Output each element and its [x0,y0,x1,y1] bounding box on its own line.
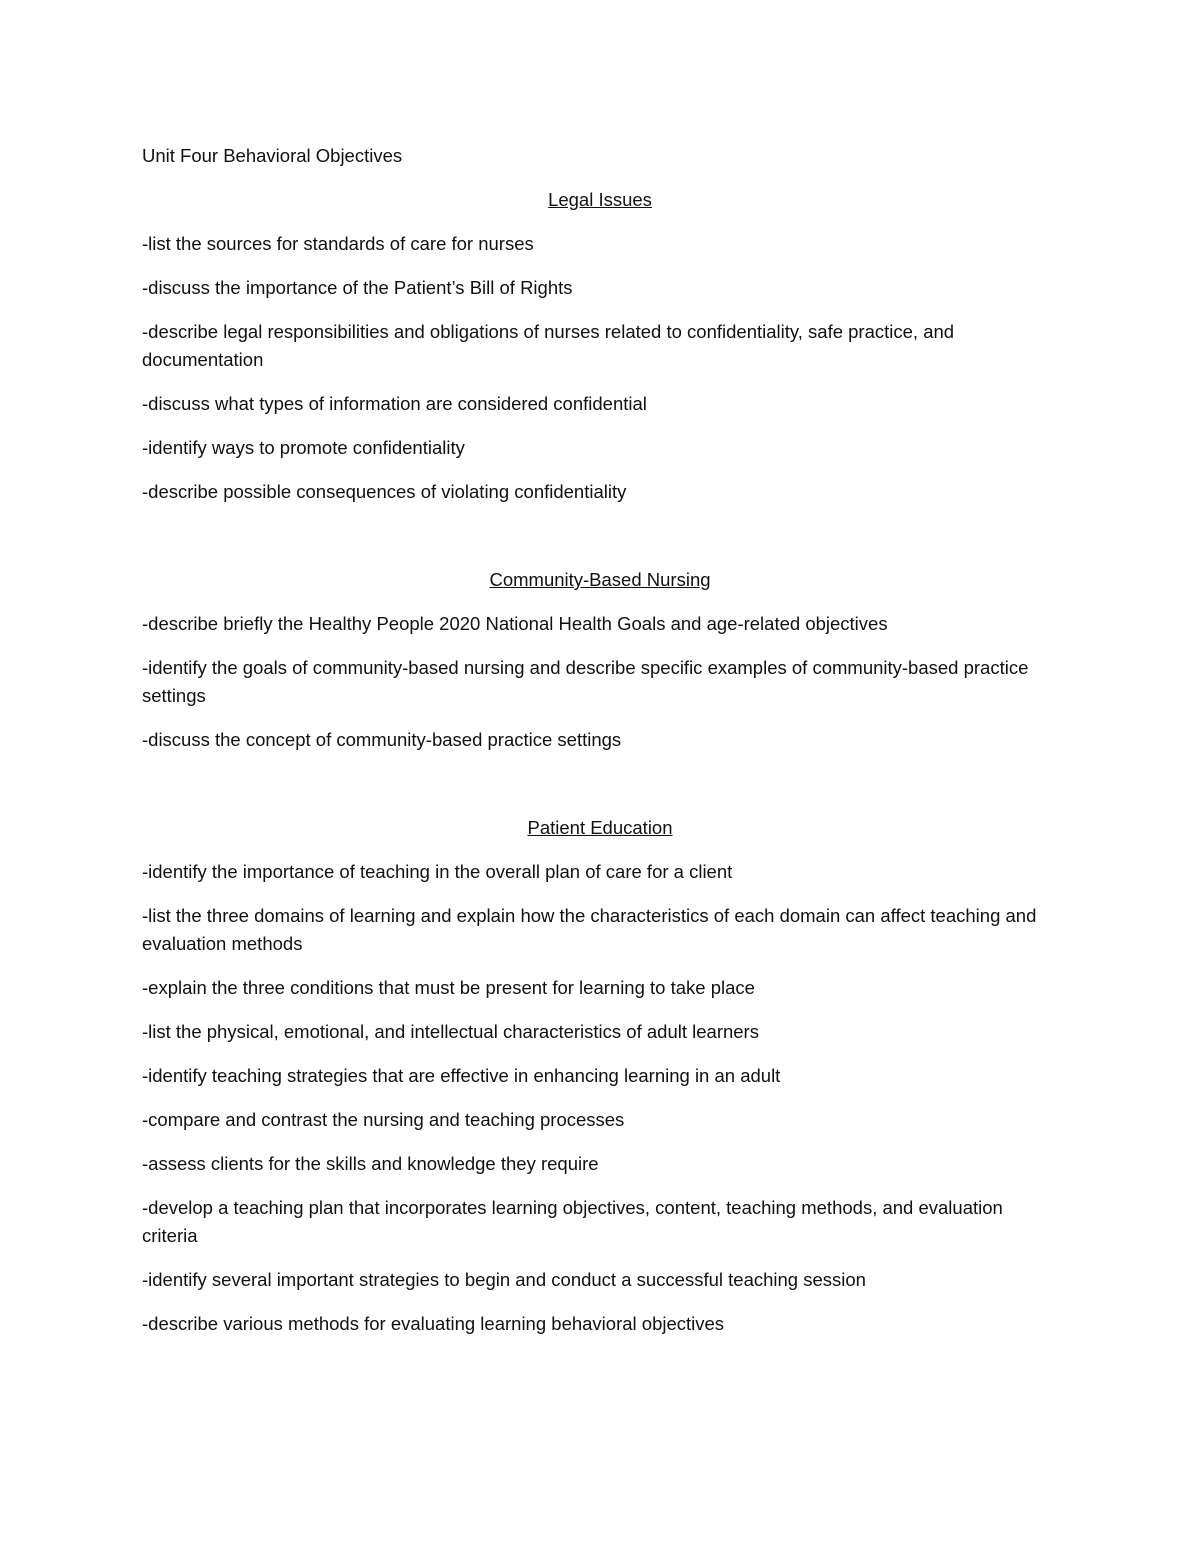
objective-item: -identify teaching strategies that are effective in enhancing learning in an adult [142,1065,781,1086]
section-spacer [142,522,1042,566]
objective-item: -describe legal responsibilities and obligations of nurses related to confidentiality, safe practice, and documentation [142,321,955,370]
objective-item: -describe briefly the Healthy People 2020 National Health Goals and age-related objectives [142,613,888,634]
section-legal-issues [142,186,1042,506]
document-body [142,142,1042,1354]
objective-item: -list the physical, emotional, and intellectual characteristics of adult learners [142,1021,759,1042]
objective-item: -compare and contrast the nursing and teaching processes [142,1109,625,1130]
objective-item: -develop a teaching plan that incorporates learning objectives, content, teaching methods, and evaluation criteria [142,1197,1003,1246]
objective-item: -discuss what types of information are considered confidential [142,393,647,414]
objective-list [142,230,1042,506]
objective-item: -identify the goals of community-based nursing and describe specific examples of community-based practice settings [142,657,1029,706]
objective-item: -discuss the importance of the Patient’s Bill of Rights [142,277,573,298]
section-patient-education [142,814,1042,1338]
objective-item: -identify the importance of teaching in the overall plan of care for a client [142,861,733,882]
objective-item: -assess clients for the skills and knowledge they require [142,1153,599,1174]
objective-item: -identify several important strategies to begin and conduct a successful teaching session [142,1269,866,1290]
objective-item: -describe various methods for evaluating learning behavioral objectives [142,1313,725,1334]
objective-item: -explain the three conditions that must be present for learning to take place [142,977,755,998]
objective-item: -list the sources for standards of care for nurses [142,233,534,254]
objective-item: -describe possible consequences of violating confidentiality [142,481,627,502]
objective-item: -identify ways to promote confidentiality [142,437,465,458]
objective-list [142,610,1042,754]
section-heading: Community-Based Nursing [489,569,711,590]
section-heading: Patient Education [527,817,673,838]
objective-item: -discuss the concept of community-based practice settings [142,729,622,750]
objective-list [142,858,1042,1338]
section-community-based-nursing [142,566,1042,754]
document-title: Unit Four Behavioral Objectives [142,145,403,166]
section-heading: Legal Issues [548,189,652,210]
objective-item: -list the three domains of learning and explain how the characteristics of each domain can affect teaching and evaluation methods [142,905,1037,954]
section-spacer [142,770,1042,814]
